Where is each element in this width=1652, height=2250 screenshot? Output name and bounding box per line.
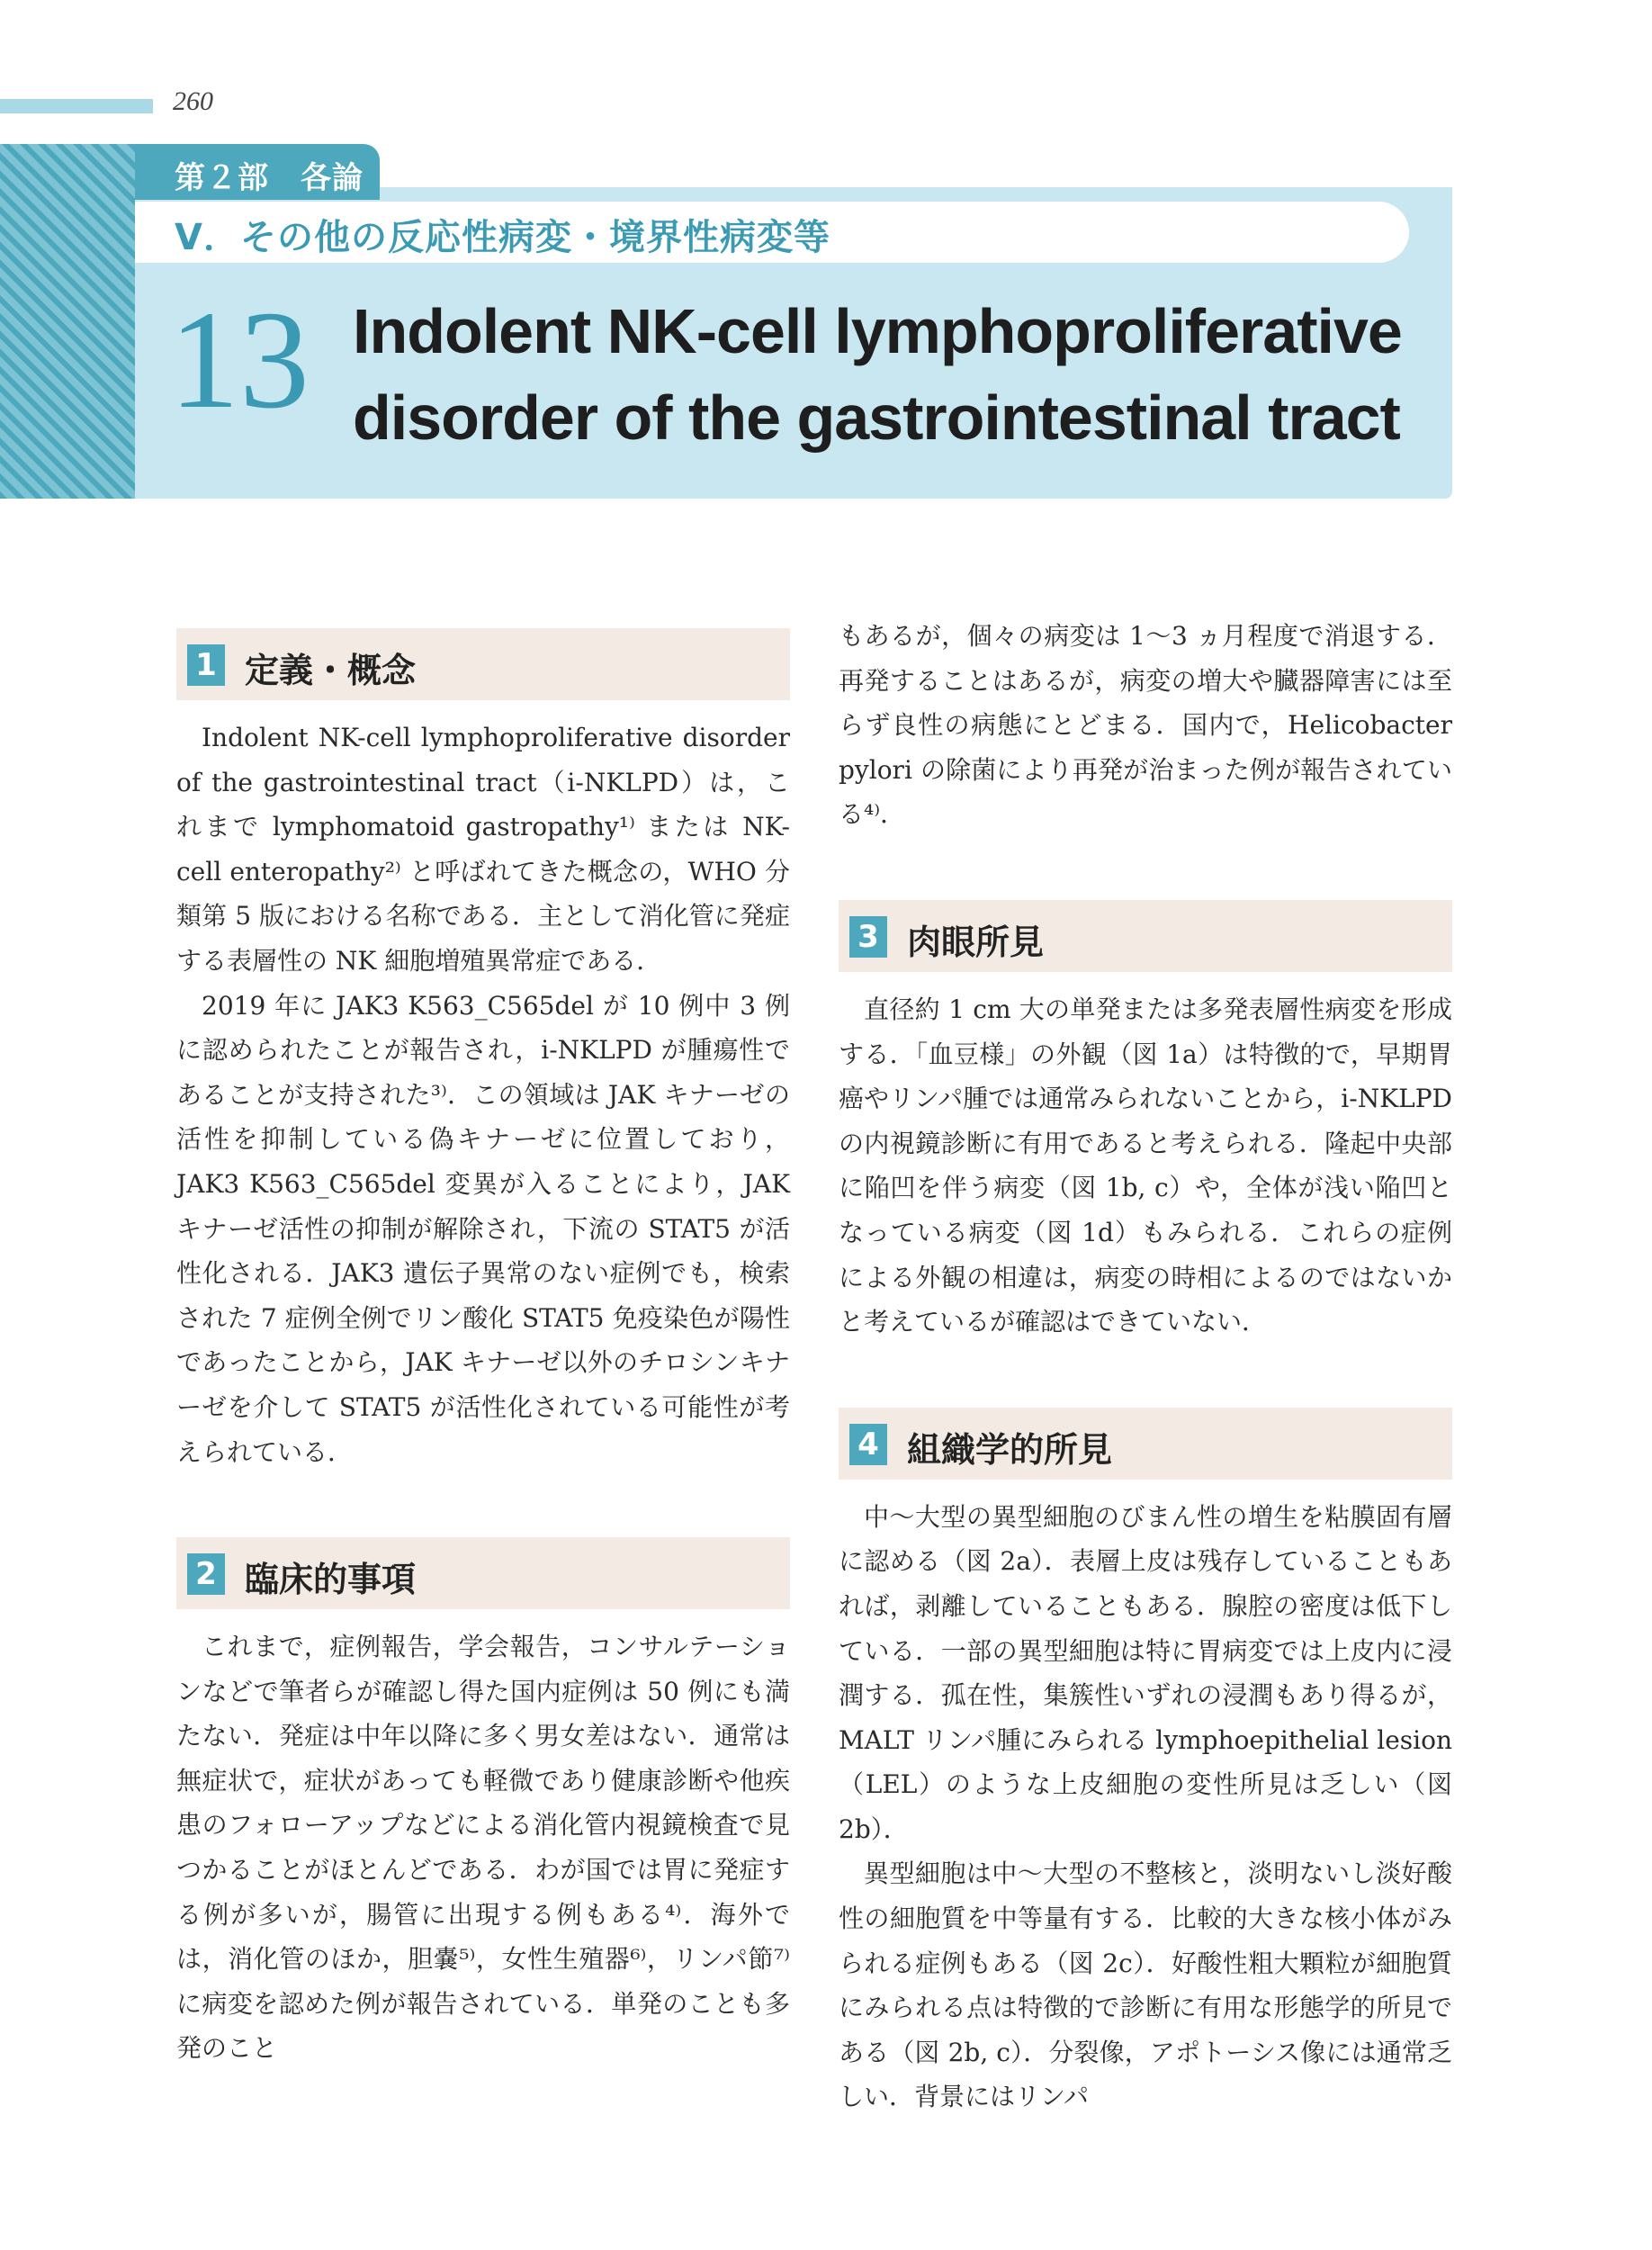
section-title: 組織学的所見 [907, 1429, 1113, 1470]
right-column [839, 614, 1452, 2120]
paragraph: 中～大型の異型細胞のびまん性の増生を粘膜固有層に認める（図 2a）．表層上皮は残存していることもあれば，剥離していることもある．腺腔の密度は低下している．一部の異型細胞は特に胃病変では上皮内に浸潤する．孤在性，集簇性いずれの浸潤もあり得るが，MALT リンパ腫にみられる lymphoepithelial lesion（LEL）のような上皮細胞の変性所見は乏しい（図 2b）． [839, 1501, 1452, 1844]
paragraph: Indolent NK-cell lymphoproliferative disorder of the gastrointestinal tract（i-NKLPD）は，これまで lymphomatoid gastropathy¹⁾ または NK-cell enteropathy²⁾ と呼ばれてきた概念の，WHO 分類第 5 版における名称である．主として消化管に発症する表層性の NK 細胞増殖異常症である． [176, 723, 790, 976]
paragraph: 直径約 1 cm 大の単発または多発表層性病変を形成する．「血豆様」の外観（図 1a）は特徴的で，早期胃癌やリンパ腫では通常みられないことから，i-NKLPD の内視鏡診断に有用であると考えられる．隆起中央部に陥凹を伴う病変（図 1b, c）や，全体が浅い陥凹となっている病変（図 1d）もみられる．これらの症例による外観の相違は，病変の時相によるのではないかと考えているが確認はできていない． [839, 994, 1452, 1337]
paragraph: 異型細胞は中～大型の不整核と，淡明ないし淡好酸性の細胞質を中等量有する．比較的大きな核小体がみられる症例もある（図 2c）．好酸性粗大顆粒が細胞質にみられる点は特徴的で診断に有用な形態学的所見である（図 2b, c）．分裂像，アポトーシス像には通常乏しい．背景にはリンパ [839, 1858, 1452, 2112]
section-number-badge: 2 [187, 1553, 225, 1595]
page-number-bar [0, 99, 153, 113]
section-number-badge: 4 [849, 1424, 887, 1465]
section-heading-clinical [176, 1537, 790, 1612]
part-label: 第２部 各論 [175, 160, 364, 196]
section-heading-histology [839, 1408, 1452, 1482]
paragraph: これまで，症例報告，学会報告，コンサルテーションなどで筆者らが確認し得た国内症例は 50 例にも満たない．発症は中年以降に多く男女差はない．通常は無症状で，症状があっても軽微であり健康診断や他疾患のフォローアップなどによる消化管内視鏡検査で見つかることがほとんどである．わが国では胃に発症する例が多いが，腸管に出現する例もある⁴⁾．海外では，消化管のほか，胆嚢⁵⁾，女性生殖器⁶⁾，リンパ節⁷⁾ に病変を認めた例が報告されている．単発のことも多発のこと [176, 1632, 790, 2064]
section-label: V．その他の反応性病変・境界性病変等 [175, 217, 830, 258]
section-title: 定義・概念 [245, 651, 417, 690]
chapter-title: Indolent NK-cell lymphoproliferative disorder of the gastrointestinal tract [353, 296, 1402, 453]
section-heading-definition [176, 628, 790, 703]
section-title: 臨床的事項 [245, 1560, 417, 1600]
section-number-badge: 1 [187, 644, 225, 686]
chapter-number: 13 [169, 282, 310, 437]
section-title: 肉眼所見 [907, 922, 1045, 962]
paragraph: 2019 年に JAK3 K563_C565del が 10 例中 3 例に認められたことが報告され，i-NKLPD が腫瘍性であることが支持された³⁾．この領域は JAK キナーゼの活性を抑制している偽キナーゼに位置しており，JAK3 K563_C565del 変異が入ることにより，JAK キナーゼ活性の抑制が解除され，下流の STAT5 が活性化される．JAK3 遺伝子異常のない症例でも，検索された 7 症例全例でリン酸化 STAT5 免疫染色が陽性であったことから，JAK キナーゼ以外のチロシンキナーゼを介して STAT5 が活性化されている可能性が考えられている． [176, 990, 790, 1467]
section-heading-macroscopic [839, 900, 1452, 975]
header-hatch-decoration [0, 144, 135, 499]
page-number: 260 [173, 86, 213, 116]
left-column [176, 628, 790, 2071]
section-number-badge: 3 [849, 916, 887, 958]
paragraph-continued: もあるが，個々の病変は 1～3 ヵ月程度で消退する．再発することはあるが，病変の増大や臓器障害には至らず良性の病態にとどまる．国内で，Helicobacter pylori の除菌により再発が治まった例が報告されている⁴⁾． [839, 621, 1452, 830]
